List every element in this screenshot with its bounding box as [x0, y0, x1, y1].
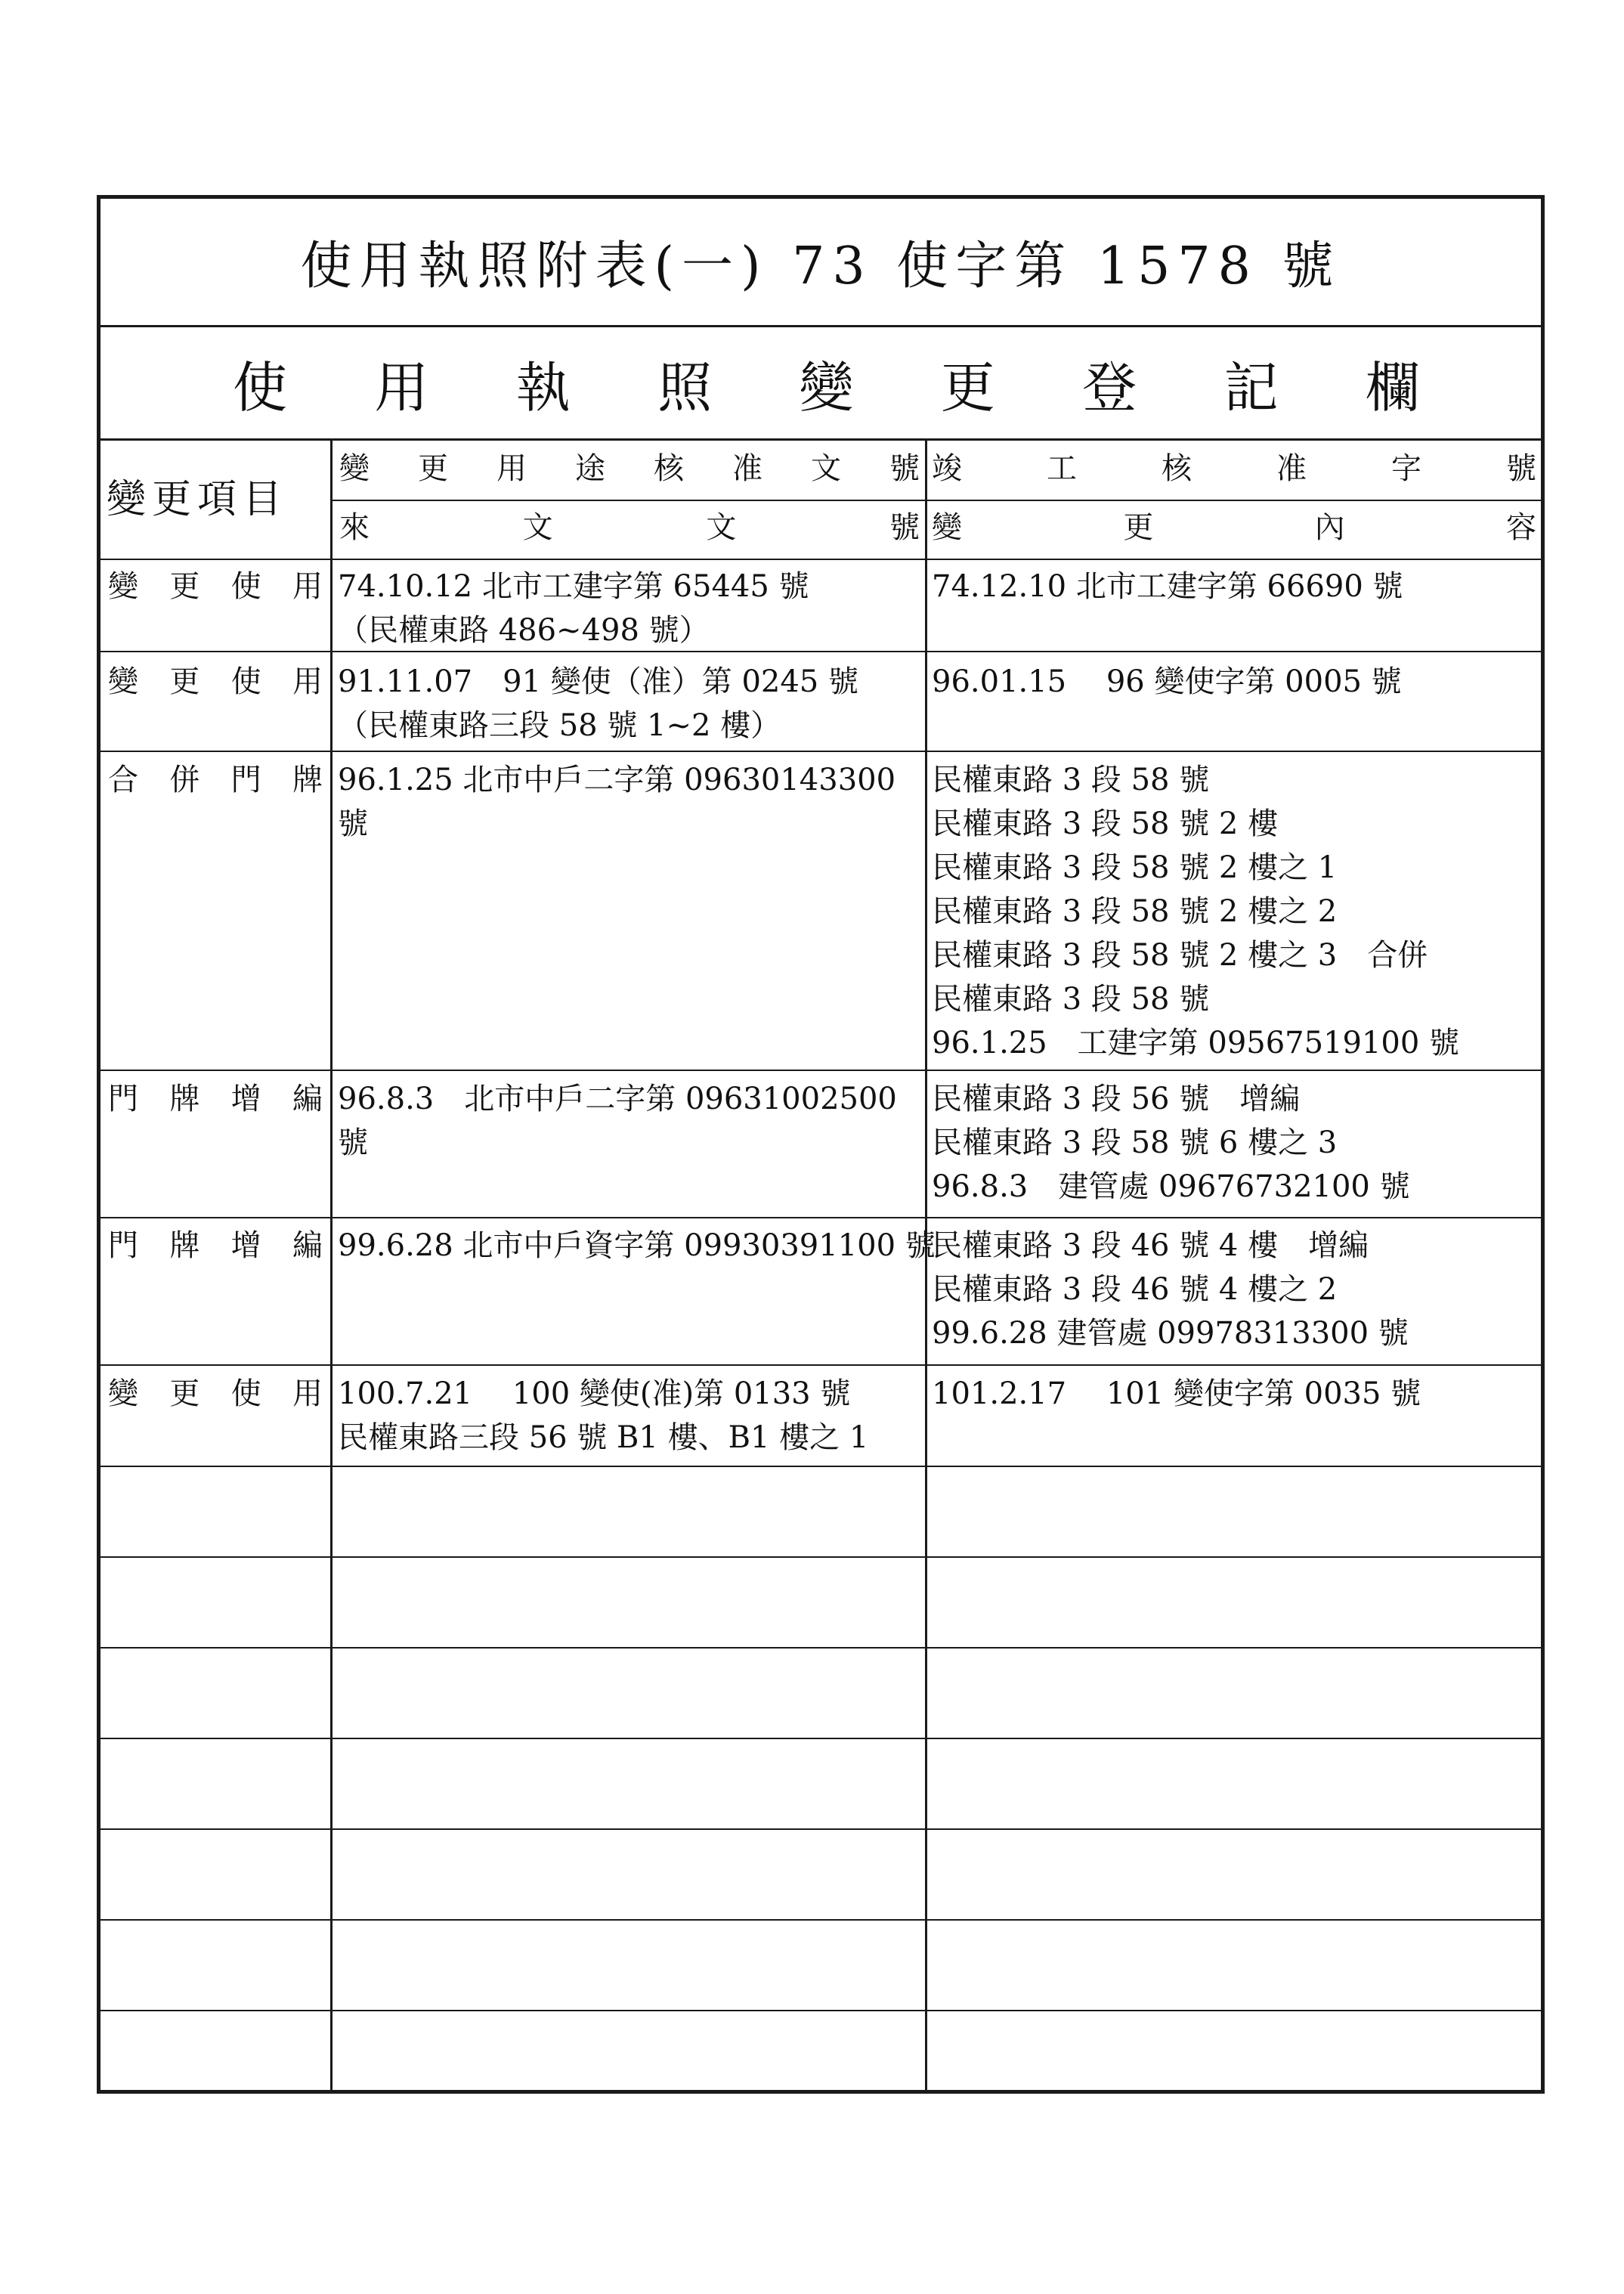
header-char: 內: [1314, 510, 1345, 545]
header-approval-doc: [339, 447, 920, 491]
header-change-content: [932, 506, 1536, 550]
item-char: 牌: [169, 1228, 200, 1263]
row-divider: [101, 1217, 1541, 1218]
row-content: [932, 565, 1403, 608]
row-document: [338, 1372, 868, 1460]
header-char: 更: [1123, 510, 1154, 545]
content-line: 民權東路 3 段 58 號: [932, 982, 1210, 1017]
row-divider: [101, 559, 1541, 560]
content-line: 96.8.3 建管處 09676732100 號: [932, 1169, 1410, 1204]
content-line: 96.1.25 工建字第 09567519100 號: [932, 1026, 1460, 1060]
item-char: 增: [230, 1082, 261, 1116]
row-document: [338, 1224, 936, 1268]
item-char: 增: [230, 1228, 261, 1263]
heading-char: 登: [1082, 355, 1137, 419]
row-divider: [101, 1647, 1541, 1649]
content-line: 民權東路 3 段 46 號 4 樓之 2: [932, 1272, 1338, 1307]
doc-line: 100.7.21 100 變使(准)第 0133 號: [338, 1376, 851, 1411]
heading-char: 變: [799, 355, 854, 419]
heading-char: 記: [1223, 355, 1279, 419]
header-item-label: 變更項目: [107, 477, 289, 522]
header-char: 途: [575, 451, 605, 486]
content-line: 民權東路 3 段 46 號 4 樓 增編: [932, 1228, 1369, 1263]
doc-line: （民權東路 486~498 號）: [338, 613, 710, 648]
header-completion-approval: [932, 447, 1536, 491]
header-char: 准: [732, 451, 763, 486]
header-char: 文: [706, 510, 737, 545]
item-char: 門: [230, 763, 261, 797]
row-item: [108, 1224, 323, 1268]
header-char: 核: [1162, 451, 1192, 486]
item-char: 使: [230, 664, 261, 699]
row-content: [932, 1224, 1409, 1355]
content-line: 民權東路 3 段 58 號 6 樓之 3: [932, 1125, 1338, 1160]
row-divider: [101, 1828, 1541, 1830]
item-char: 牌: [169, 1082, 200, 1116]
content-line: 民權東路 3 段 58 號 2 樓: [932, 806, 1279, 841]
doc-line: 號: [338, 806, 368, 841]
doc-line: 96.1.25 北市中戶二字第 09630143300: [338, 763, 896, 797]
content-line: 民權東路 3 段 58 號 2 樓之 3 合併: [932, 938, 1428, 973]
header-char: 來: [339, 510, 370, 545]
item-char: 用: [292, 664, 323, 699]
content-line: 民權東路 3 段 58 號 2 樓之 2: [932, 894, 1338, 929]
item-char: 更: [169, 1376, 200, 1411]
row-divider: [101, 651, 1541, 652]
row-document: [338, 758, 896, 846]
header-char: 用: [496, 451, 527, 486]
content-line: 民權東路 3 段 56 號 增編: [932, 1082, 1301, 1116]
item-char: 牌: [292, 763, 323, 797]
row-item: [108, 660, 323, 704]
row-item: [108, 565, 323, 608]
row-content: [932, 660, 1402, 704]
header-char: 號: [1506, 451, 1536, 486]
doc-line: 民權東路三段 56 號 B1 樓、B1 樓之 1: [338, 1420, 869, 1455]
row-document: [338, 1077, 897, 1165]
row-document: [338, 660, 858, 748]
doc-line: （民權東路三段 58 號 1~2 樓）: [338, 708, 781, 743]
row-content: [932, 1077, 1410, 1209]
header-char: 文: [522, 510, 553, 545]
license-table-frame: [97, 195, 1545, 2094]
doc-line: 99.6.28 北市中戶資字第 09930391100 號: [338, 1228, 936, 1263]
header-char: 核: [654, 451, 684, 486]
row-divider: [101, 1738, 1541, 1739]
header-incoming-doc: [339, 506, 920, 550]
row-item: [108, 1077, 323, 1121]
row-divider: [101, 751, 1541, 752]
item-char: 變: [108, 569, 138, 604]
row-item: [108, 1372, 323, 1416]
row-divider: [101, 1466, 1541, 1467]
header-char: 號: [889, 510, 920, 545]
content-line: 101.2.17 101 變使字第 0035 號: [932, 1376, 1421, 1411]
row-document: [338, 565, 809, 652]
row-divider: [101, 1364, 1541, 1366]
item-char: 使: [230, 1376, 261, 1411]
row-divider: [101, 1556, 1541, 1558]
heading-char: 執: [515, 355, 571, 419]
header-char: 准: [1276, 451, 1307, 486]
item-char: 門: [108, 1082, 138, 1116]
item-char: 編: [292, 1228, 323, 1263]
row-divider: [101, 2010, 1541, 2011]
header-char: 容: [1505, 510, 1536, 545]
content-line: 74.12.10 北市工建字第 66690 號: [932, 569, 1403, 604]
document-title: 使用執照附表(一) 73 使字第 1578 號: [101, 199, 1541, 327]
doc-line: 號: [338, 1125, 368, 1160]
header-char: 字: [1391, 451, 1421, 486]
heading-char: 欄: [1365, 355, 1420, 419]
row-item: [108, 758, 323, 802]
heading-char: 使: [233, 355, 288, 419]
row-content: [932, 1372, 1421, 1416]
content-line: 民權東路 3 段 58 號 2 樓之 1: [932, 850, 1338, 885]
doc-line: 96.8.3 北市中戶二字第 09631002500: [338, 1082, 897, 1116]
doc-line: 74.10.12 北市工建字第 65445 號: [338, 569, 809, 604]
content-line: 99.6.28 建管處 09978313300 號: [932, 1316, 1409, 1351]
header-char: 號: [889, 451, 920, 486]
heading-char: 照: [657, 355, 713, 419]
header-divider: [330, 500, 1542, 501]
item-char: 使: [230, 569, 261, 604]
row-content: [932, 758, 1459, 1065]
header-char: 工: [1047, 451, 1077, 486]
item-char: 用: [292, 1376, 323, 1411]
header-char: 文: [811, 451, 841, 486]
item-char: 變: [108, 1376, 138, 1411]
header-char: 變: [932, 510, 962, 545]
item-char: 更: [169, 569, 200, 604]
header-char: 更: [418, 451, 448, 486]
doc-line: 91.11.07 91 變使（准）第 0245 號: [338, 664, 858, 699]
item-char: 編: [292, 1082, 323, 1116]
item-char: 合: [108, 763, 138, 797]
item-char: 門: [108, 1228, 138, 1263]
heading-char: 用: [374, 355, 429, 419]
heading-char: 更: [940, 355, 995, 419]
content-line: 民權東路 3 段 58 號: [932, 763, 1210, 797]
item-char: 更: [169, 664, 200, 699]
item-char: 用: [292, 569, 323, 604]
content-line: 96.01.15 96 變使字第 0005 號: [932, 664, 1402, 699]
header-char: 竣: [932, 451, 962, 486]
column-divider: [330, 441, 333, 2090]
item-char: 併: [169, 763, 200, 797]
section-heading: [101, 327, 1541, 441]
item-char: 變: [108, 664, 138, 699]
header-char: 變: [339, 451, 370, 486]
row-divider: [101, 1070, 1541, 1071]
row-divider: [101, 1919, 1541, 1921]
